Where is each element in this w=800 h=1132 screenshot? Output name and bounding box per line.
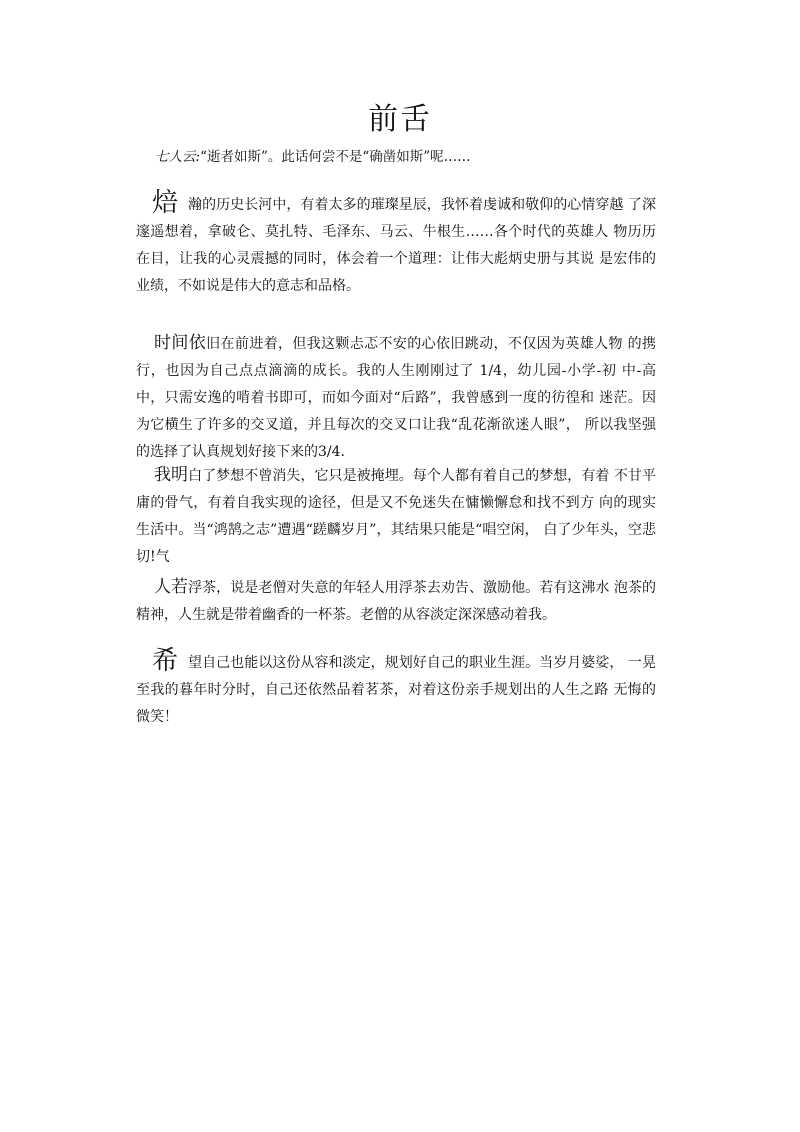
paragraph-3 xyxy=(136,462,656,571)
paragraph-2-text: 旧在前进着，但我这颗忐忑不安的心依旧跳动，不仅因为英雄人物 的携行，也因为自己点点滴滴的成长。我的人生刚刚过了 1/4，幼儿园-小学-初 中-高中，只需安逸的啃着书即可，而如今面对“后路”，我曾感到一度的彷徨和 迷茫。因为它横生了许多的交叉道，并且每次的交叉口让我“乱花渐欲迷人眼”， 所以我坚强的选择了认真规划好接下来的3/4. xyxy=(136,336,656,460)
quote-text: “逝者如斯”。此话何尝不是“确凿如斯”呢…… xyxy=(200,149,471,165)
opening-quote xyxy=(155,146,471,168)
paragraph-2 xyxy=(136,330,656,466)
paragraph-3-text: 白了梦想不曾消失，它只是被掩埋。每个人都有着自己的梦想，有着 不甘平庸的骨气，有着自我实现的途径，但是又不免迷失在慵懒懈怠和找不到方 向的现实生活中。当“鸿鹄之志”遭遇“蹉麟岁月”，其结果只能是“唱空闲， 白了少年头，空悲切!气 xyxy=(136,468,657,565)
paragraph-1-drop-character: 焙 xyxy=(152,188,179,218)
paragraph-4-lead-words: 人若 xyxy=(154,577,189,597)
paragraph-5-drop-character: 希 xyxy=(152,646,179,676)
paragraph-2-lead-words: 时间依 xyxy=(154,333,207,353)
paragraph-5-text: 望自己也能以这份从容和淡定，规划好自己的职业生涯。当岁月婆娑， 一晃至我的暮年时分时，自己还依然品着茗茶，对着这份亲手规划出的人生之路 无悔的微笑！ xyxy=(136,655,656,725)
page-title: 前舌 xyxy=(368,102,432,137)
paragraph-1 xyxy=(136,190,656,300)
paragraph-4 xyxy=(136,574,656,629)
quote-lead: 七人云: xyxy=(155,149,201,165)
paragraph-5 xyxy=(136,648,656,731)
paragraph-4-text: 浮茶，说是老僧对失意的年轻人用浮茶去劝告、激励他。若有这沸水 泡茶的精神，人生就是带着幽香的一杯茶。老僧的从容淡定深深感动着我。 xyxy=(136,580,657,623)
paragraph-3-lead-words: 我明 xyxy=(154,465,189,485)
paragraph-1-text: 瀚的历史长河中，有着太多的璀璨星辰，我怀着虔诚和敬仰的心情穿越 了深邃遥想着，拿破仑、莫扎特、毛泽东、马云、牛根生……各个时代的英雄人 物历历在目，让我的心灵震撼的同时，体会着一个道理：让伟大彪炳史册与其说 是宏伟的业绩，不如说是伟大的意志和品格。 xyxy=(136,197,656,294)
